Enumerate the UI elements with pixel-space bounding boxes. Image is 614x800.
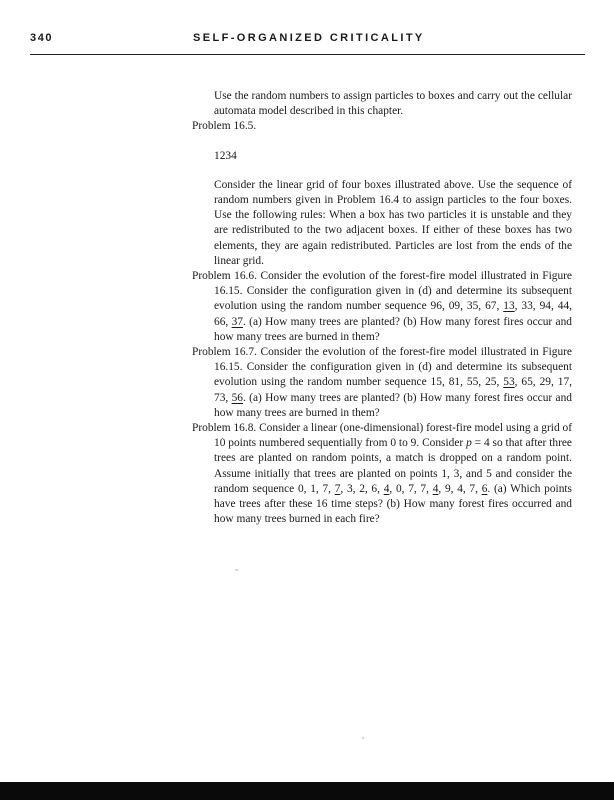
problem-16-7-mid: , 65, 29, 17, 73, — [214, 376, 573, 404]
problem-16-8-lead: Problem 16.8. Consider a linear (one-dimensional) forest-fire model using a grid of 10 points numbered sequentially from 0 to 9. Consider — [192, 422, 572, 450]
problem-16-7-lead: Problem 16.7. Consider the evolution of the forest-fire model illustrated in Figure 16.15. Consider the configuration given in (d) and determine its subsequent evolution using the random number sequence 15, 81, 55, 25, — [192, 346, 572, 389]
scan-bottom-border — [0, 782, 614, 800]
underlined-number: 6 — [481, 482, 488, 495]
running-title: SELF-ORGANIZED CRITICALITY — [193, 32, 425, 44]
problem-16-6-lead: Problem 16.6. Consider the evolution of the forest-fire model illustrated in Figure 16.15. Consider the configuration given in (d) and determine its subsequent evolution using the random number sequence 96, 09, 35, 67, — [192, 270, 572, 313]
problem-16-6 — [192, 269, 572, 345]
page-number: 340 — [30, 32, 54, 44]
underlined-number: 4 — [432, 482, 439, 495]
variable-p: p — [466, 437, 472, 450]
underlined-number: 56 — [231, 391, 243, 404]
body-text — [192, 89, 572, 527]
underlined-number: 53 — [503, 376, 515, 389]
underlined-number: 4 — [383, 482, 390, 495]
underlined-number: 13 — [503, 300, 515, 313]
problem-16-7 — [192, 345, 572, 421]
scan-speck — [235, 569, 238, 571]
underlined-number: 37 — [231, 315, 243, 328]
problem-16-6-mid: , 33, 94, 44, 66, — [214, 300, 573, 328]
problem-16-5-text: Consider the linear grid of four boxes illustrated above. Use the sequence of random numbers given in Problem 16.4 to assign particles to the four boxes. Use the following rules: When a box has two particles it is unstable and they are redistributed to the two adjacent boxes. If either of these boxes has two elements, they are again redistributed. Particles are lost from the ends of the linear grid. — [214, 178, 572, 267]
running-head — [30, 32, 585, 48]
problem-16-8-seq2: , 3, 2, 6, — [340, 482, 384, 495]
problem-16-8-pvalue: = 4 so that after three trees are planted on random points, a match is dropped on a random point. Assume initially that trees are planted on points 1, 3, and 5 and consider the random sequence 0, 1, 7, — [214, 437, 572, 495]
scan-speck — [362, 737, 364, 739]
problem-16-6-tail: . (a) How many trees are planted? (b) How many forest fires occur and how many trees are burned in them? — [214, 315, 573, 343]
problem-16-5-label: Problem 16.5. — [192, 120, 257, 133]
problem-16-8 — [192, 421, 572, 527]
intro-paragraph: Use the random numbers to assign particles to boxes and carry out the cellular automata model described in this chapter. — [214, 90, 572, 118]
problem-16-8-seq3: , 0, 7, 7, — [389, 482, 433, 495]
problem-16-7-tail: . (a) How many trees are planted? (b) How many forest fires occur and how many trees are burned in them? — [214, 391, 573, 419]
underlined-number: 7 — [334, 482, 341, 495]
linear-grid-figure: 1234 — [214, 149, 237, 162]
problem-16-8-seq4: , 9, 4, 7, — [438, 482, 482, 495]
header-rule — [30, 54, 585, 55]
problem-16-8-tail: . (a) Which points have trees after these 16 time steps? (b) How many forest fires occurred and how many trees burned in each fire? — [214, 482, 572, 526]
